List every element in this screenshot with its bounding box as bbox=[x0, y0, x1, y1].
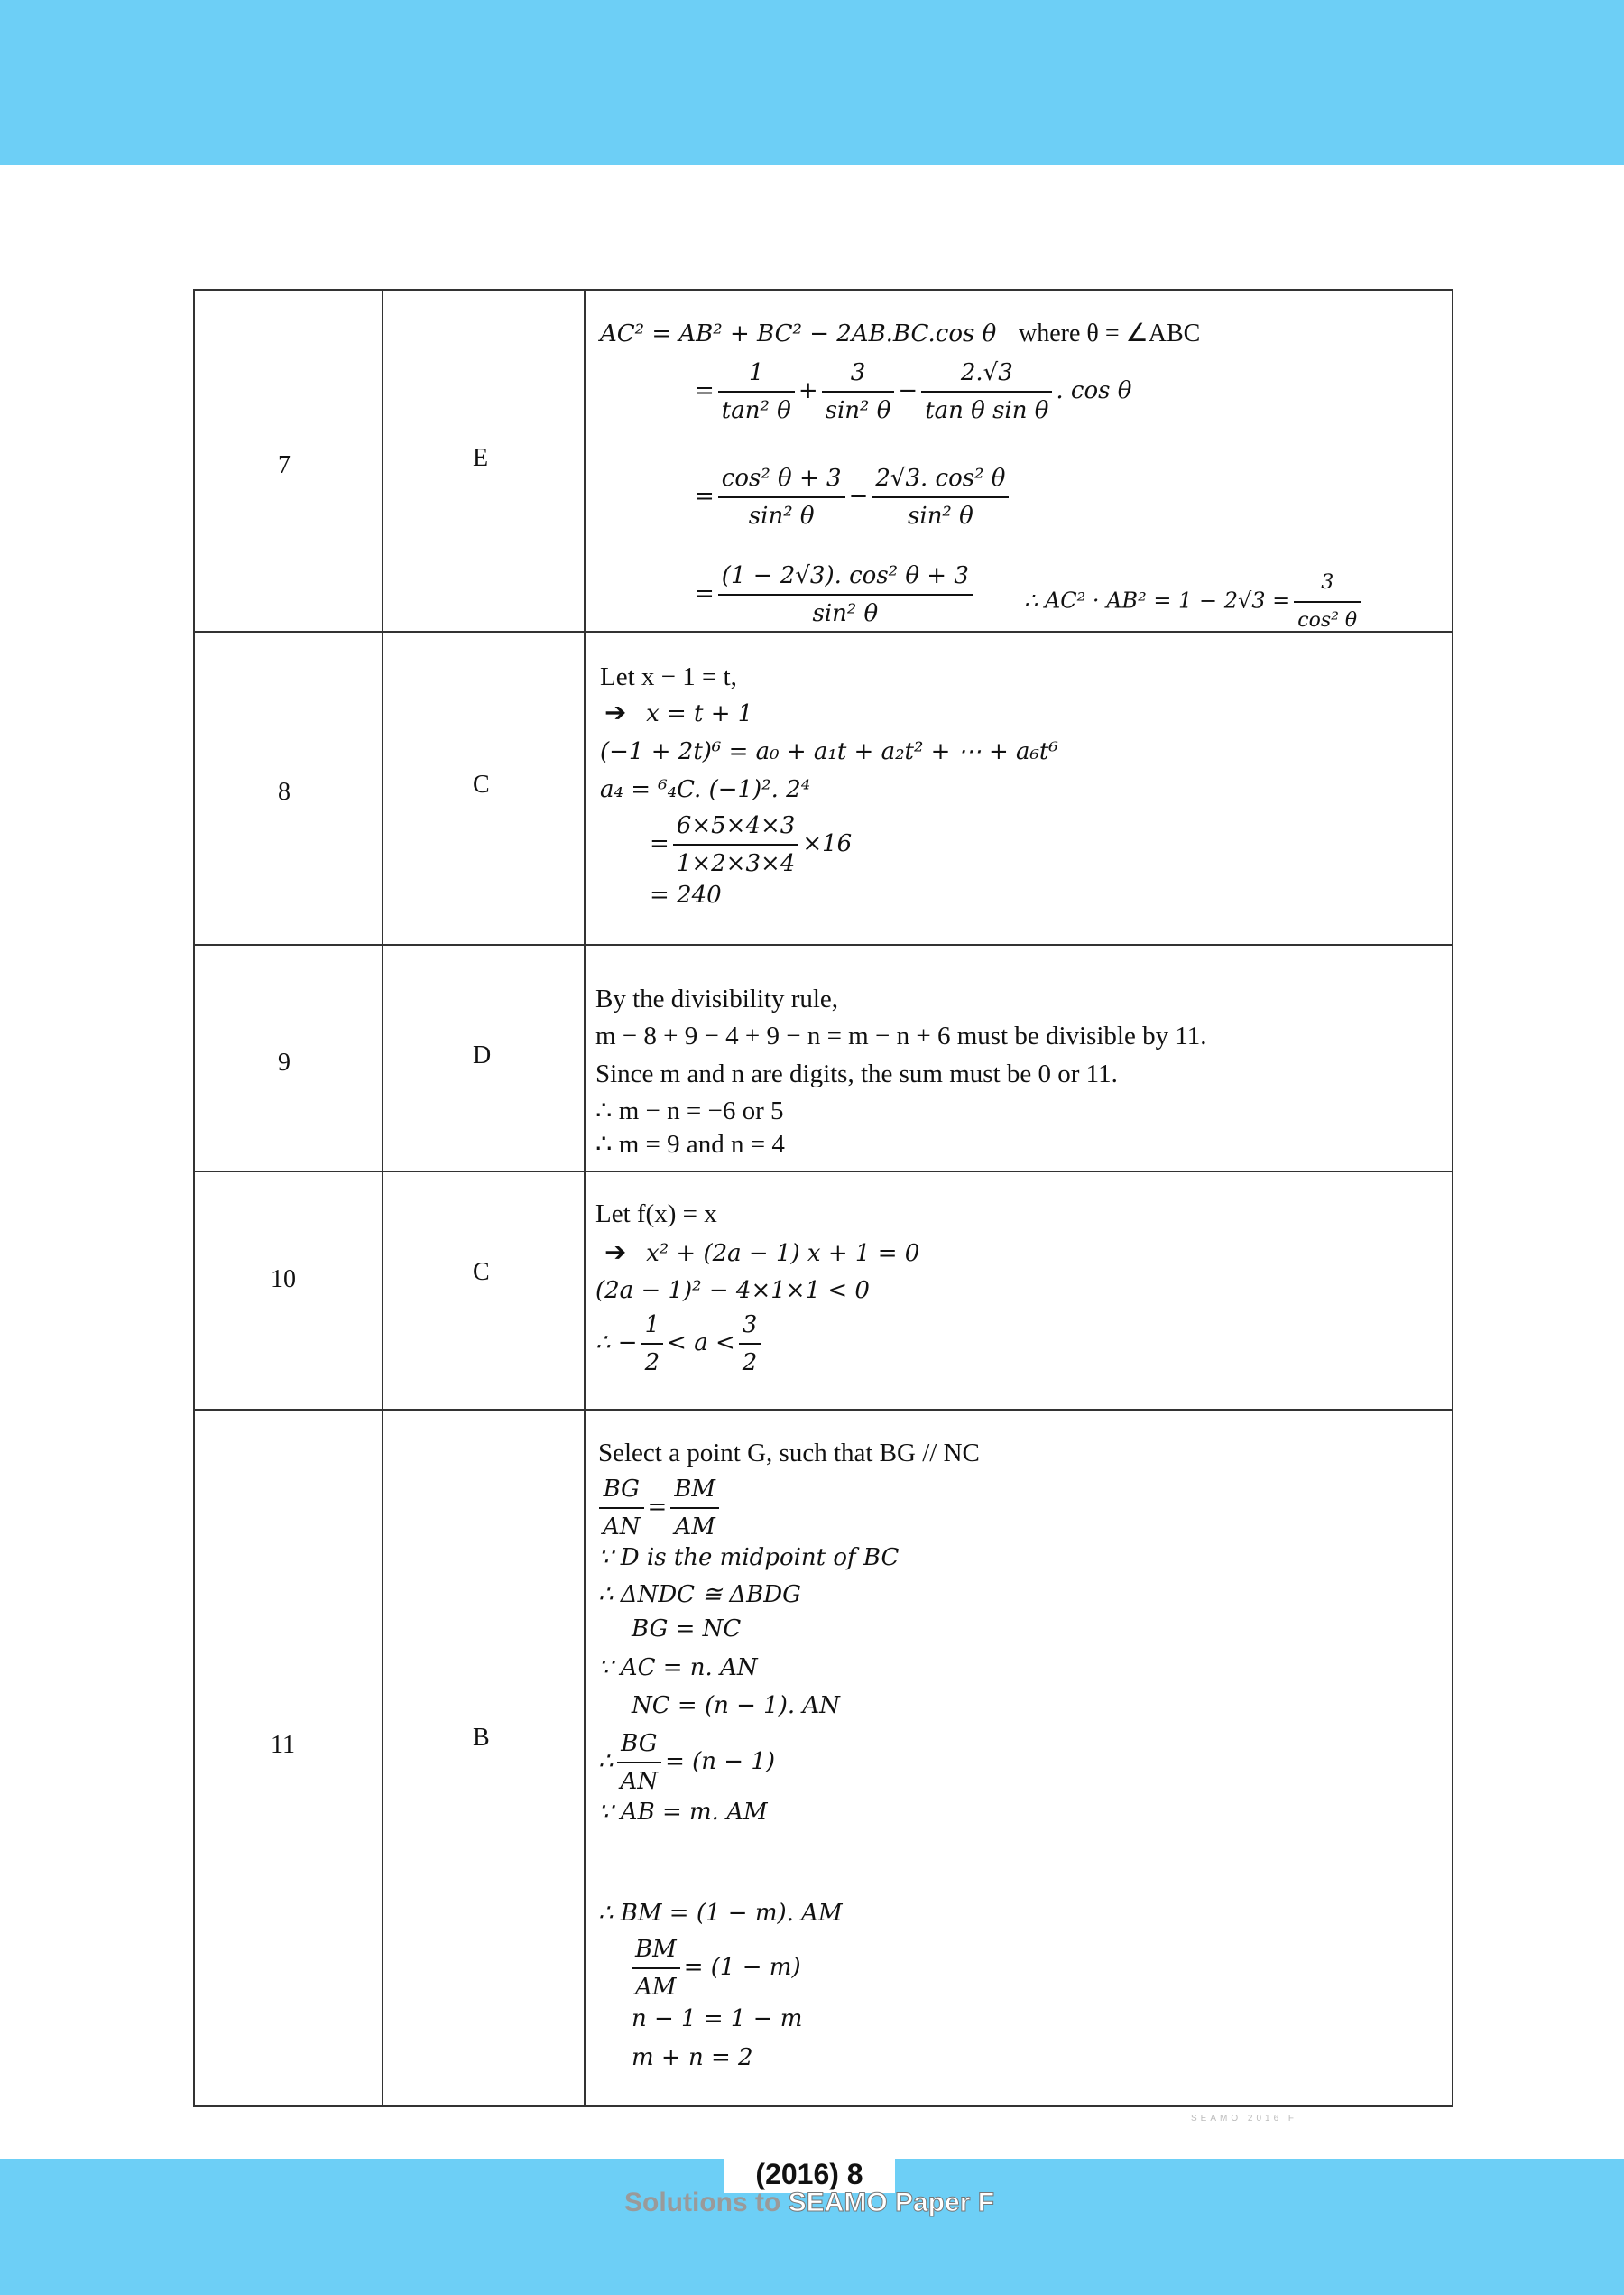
question-number: 10 bbox=[271, 1265, 296, 1293]
solution-line: Let x − 1 = t, bbox=[600, 662, 737, 691]
solution-line: Since m and n are digits, the sum must be 0 or 11. bbox=[595, 1060, 1118, 1088]
solution-line: BG = NC bbox=[632, 1615, 742, 1643]
page-number: (2016) 8 bbox=[724, 2155, 895, 2193]
solution-line: ∵ D is the midpoint of BC bbox=[598, 1544, 900, 1571]
solution-line: (2a − 1)² − 4×1×1 < 0 bbox=[595, 1277, 870, 1304]
solution-line: By the divisibility rule, bbox=[595, 985, 839, 1013]
question-number: 8 bbox=[278, 778, 291, 806]
solution-line: = 240 bbox=[650, 882, 722, 909]
answer-letter: C bbox=[473, 1258, 490, 1286]
column-divider bbox=[382, 291, 383, 2105]
answer-letter: B bbox=[473, 1724, 490, 1752]
solution-line: = $\frac{\text{cos² θ + 3}}{\text{sin² θ}}$ − $\frac{\text{2√3. cos² θ}}{\text{sin² θ}}$ bbox=[695, 462, 1012, 532]
solution-line: Let f(x) = x bbox=[595, 1199, 717, 1228]
solution-line: Select a point G, such that BG // NC bbox=[598, 1439, 980, 1467]
solution-line: ∴ ΔNDC ≅ ΔBDG bbox=[598, 1581, 801, 1608]
faint-footer-text: SEAMO 2016 F bbox=[1191, 2114, 1298, 2124]
solution-line: AC² = AB² + BC² − 2AB.BC.cos θ where θ = ∠ABC bbox=[600, 319, 1201, 347]
solution-line: ∴ $\frac{BG}{AN}$ = (n − 1) bbox=[598, 1727, 775, 1798]
row-divider bbox=[195, 1409, 1452, 1411]
question-number: 7 bbox=[278, 451, 291, 479]
solution-line: ∵ AB = m. AM bbox=[598, 1799, 768, 1826]
solution-line: ➔ x = t + 1 bbox=[604, 699, 753, 727]
answer-letter: D bbox=[473, 1041, 492, 1069]
solution-line: = $\frac{\text{(1 − 2√3). cos² θ + 3}}{\text{sin² θ}}$ bbox=[695, 560, 976, 630]
question-number: 9 bbox=[278, 1049, 291, 1077]
solution-line: ∴ m − n = −6 or 5 bbox=[595, 1097, 784, 1125]
answer-letter: C bbox=[473, 771, 490, 799]
solution-line: $\frac{BM}{AM}$ = (1 − m) bbox=[628, 1933, 801, 2003]
solution-line: ∴ m = 9 and n = 4 bbox=[595, 1130, 785, 1159]
header-band bbox=[0, 0, 1624, 165]
solution-line: m + n = 2 bbox=[632, 2044, 753, 2071]
question-number: 11 bbox=[271, 1731, 295, 1759]
answer-letter: E bbox=[473, 444, 489, 472]
arrow-right-icon: ➔ bbox=[604, 699, 627, 727]
column-divider bbox=[584, 291, 586, 2105]
solution-conclusion: ∴ AC² · AB² = 1 − 2√3 = $\frac{3}{\text{cos² θ}}$ bbox=[1024, 567, 1364, 637]
solution-line: $\frac{BG}{AN}$ = $\frac{BM}{AM}$ bbox=[595, 1473, 723, 1543]
solution-line: ➔ x² + (2a − 1) x + 1 = 0 bbox=[604, 1238, 920, 1267]
solution-line: = $\frac{1}{\text{tan² θ}}$ + $\frac{3}{\text{sin² θ}}$ − $\frac{2.√3}{\text{tan θ sin θ}}$ . cos θ bbox=[695, 356, 1131, 427]
solution-line: ∵ AC = n. AN bbox=[598, 1654, 758, 1681]
solution-line: n − 1 = 1 − m bbox=[632, 2005, 803, 2032]
solution-line: ∴ BM = (1 − m). AM bbox=[598, 1900, 843, 1927]
solution-line: m − 8 + 9 − 4 + 9 − n = m − n + 6 must be divisible by 11. bbox=[595, 1022, 1207, 1050]
solution-line: NC = (n − 1). AN bbox=[632, 1692, 840, 1719]
row-divider bbox=[195, 1171, 1452, 1172]
solution-line: = $\frac{6\times 5\times 4\times 3}{1\times 2\times 3\times 4}$ ×16 bbox=[650, 810, 852, 880]
solution-line: (−1 + 2t)⁶ = a₀ + a₁t + a₂t² + ⋯ + a₆t⁶ bbox=[600, 738, 1058, 765]
footer-title: Solutions to SEAMO Paper F bbox=[624, 2188, 995, 2217]
solution-line: a₄ = ⁶₄C. (−1)². 2⁴ bbox=[600, 776, 811, 803]
arrow-right-icon: ➔ bbox=[604, 1238, 627, 1267]
solution-line: ∴ − $\frac{1}{2}$ < a < $\frac{3}{2}$ bbox=[595, 1309, 764, 1379]
row-divider bbox=[195, 944, 1452, 946]
